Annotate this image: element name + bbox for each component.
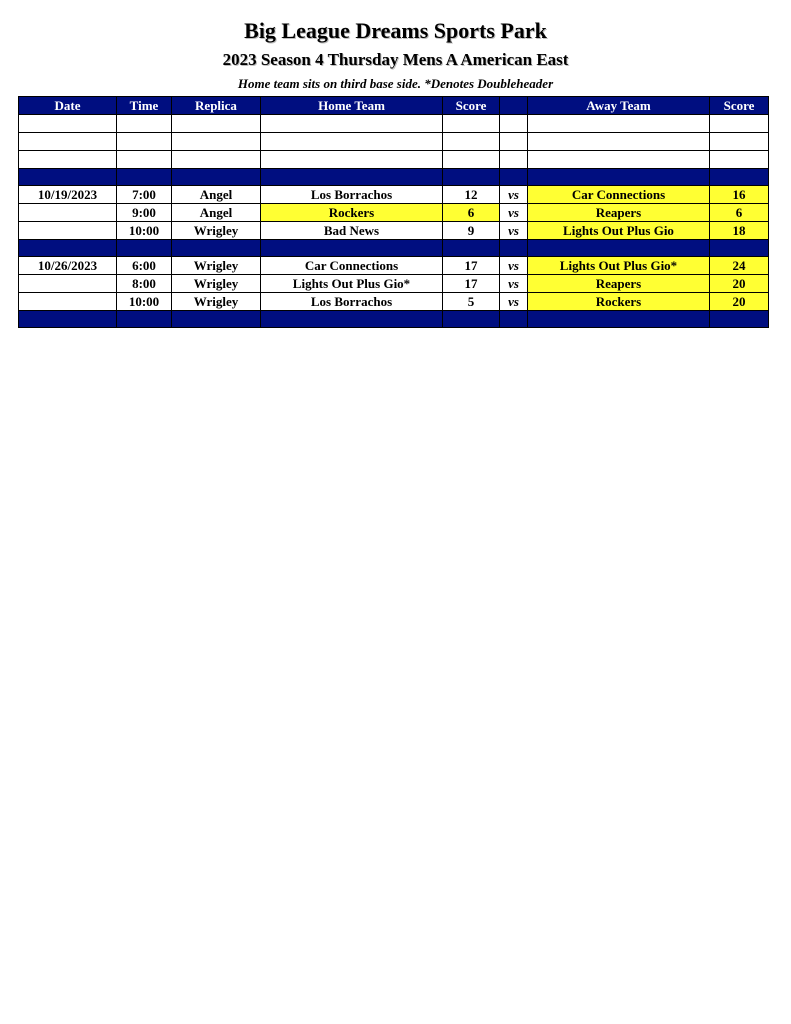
separator-row (19, 240, 769, 257)
header-row (19, 97, 769, 115)
away-score: 18 (710, 222, 769, 240)
away-team: Rockers (528, 293, 710, 311)
home-team: Los Borrachos (261, 293, 443, 311)
game-date: 10/19/2023 (19, 186, 117, 204)
away-team: Lights Out Plus Gio* (528, 257, 710, 275)
home-score: 17 (443, 257, 500, 275)
col-vs (500, 97, 528, 115)
col-replica: Replica (172, 97, 261, 115)
game-time: 10:00 (117, 222, 172, 240)
game-replica: Wrigley (172, 293, 261, 311)
home-team: Los Borrachos (261, 186, 443, 204)
col-away-team: Away Team (528, 97, 710, 115)
home-score: 12 (443, 186, 500, 204)
blank-row (19, 115, 769, 133)
separator-row (19, 169, 769, 186)
game-time: 7:00 (117, 186, 172, 204)
vs-label: vs (500, 293, 528, 311)
home-score: 5 (443, 293, 500, 311)
schedule-note: Home team sits on third base side. *Denotes Doubleheader (237, 76, 554, 91)
schedule-table (18, 96, 769, 328)
col-away-score: Score (710, 97, 769, 115)
vs-label: vs (500, 222, 528, 240)
home-team: Rockers (261, 204, 443, 222)
col-date: Date (19, 97, 117, 115)
home-team: Lights Out Plus Gio* (261, 275, 443, 293)
away-team: Lights Out Plus Gio (528, 222, 710, 240)
game-row (19, 275, 769, 293)
game-date: 10/26/2023 (19, 257, 117, 275)
blank-row (19, 151, 769, 169)
game-time: 8:00 (117, 275, 172, 293)
col-home-score: Score (443, 97, 500, 115)
home-score: 9 (443, 222, 500, 240)
col-time: Time (117, 97, 172, 115)
away-score: 20 (710, 293, 769, 311)
game-row (19, 293, 769, 311)
game-replica: Angel (172, 204, 261, 222)
blank-row (19, 133, 769, 151)
game-row (19, 222, 769, 240)
vs-label: vs (500, 275, 528, 293)
game-date (19, 204, 117, 222)
game-row (19, 186, 769, 204)
away-team: Reapers (528, 275, 710, 293)
game-replica: Wrigley (172, 275, 261, 293)
page-title: Big League Dreams Sports Park (244, 18, 547, 43)
vs-label: vs (500, 257, 528, 275)
col-home-team: Home Team (261, 97, 443, 115)
game-time: 10:00 (117, 293, 172, 311)
away-team: Car Connections (528, 186, 710, 204)
game-time: 9:00 (117, 204, 172, 222)
game-date (19, 293, 117, 311)
vs-label: vs (500, 204, 528, 222)
away-score: 24 (710, 257, 769, 275)
away-team: Reapers (528, 204, 710, 222)
home-score: 6 (443, 204, 500, 222)
home-score: 17 (443, 275, 500, 293)
game-replica: Angel (172, 186, 261, 204)
game-row (19, 257, 769, 275)
away-score: 6 (710, 204, 769, 222)
game-date (19, 222, 117, 240)
home-team: Bad News (261, 222, 443, 240)
separator-row (19, 311, 769, 328)
game-date (19, 275, 117, 293)
game-row (19, 204, 769, 222)
away-score: 16 (710, 186, 769, 204)
vs-label: vs (500, 186, 528, 204)
game-replica: Wrigley (172, 257, 261, 275)
game-time: 6:00 (117, 257, 172, 275)
page-subtitle: 2023 Season 4 Thursday Mens A American East (222, 50, 569, 69)
game-replica: Wrigley (172, 222, 261, 240)
home-team: Car Connections (261, 257, 443, 275)
away-score: 20 (710, 275, 769, 293)
